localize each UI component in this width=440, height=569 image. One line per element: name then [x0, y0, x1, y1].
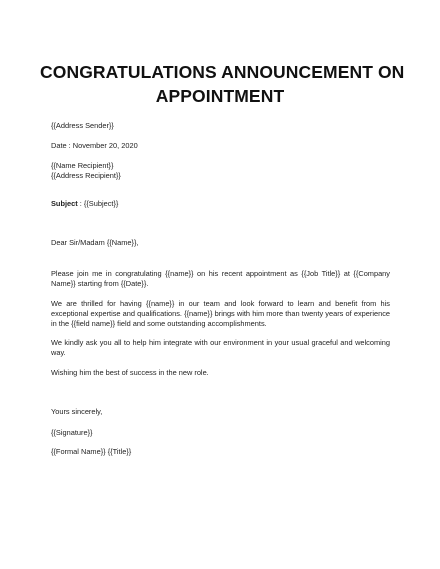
title-line-2: APPOINTMENT — [155, 86, 285, 106]
subject-line — [51, 199, 390, 209]
document-title — [40, 60, 405, 108]
paragraph-3: We kindly ask you all to help him integrate with our environment in your usual graceful and welcoming way. — [51, 338, 390, 357]
date-line: Date : November 20, 2020 — [51, 141, 138, 150]
title-line-1: CONGRATULATIONS ANNOUNCEMENT ON — [40, 62, 405, 82]
signature — [51, 428, 390, 438]
sender-address — [51, 121, 390, 131]
salutation-text: Dear Sir/Madam {{Name}}, — [51, 238, 139, 247]
formal-name-text: {{Formal Name}} {{Title}} — [51, 447, 132, 456]
recipient-block — [51, 161, 390, 181]
formal-name — [51, 447, 390, 457]
closing — [51, 407, 390, 417]
letter-date — [51, 141, 390, 151]
signature-text: {{Signature}} — [51, 428, 93, 437]
paragraph-4: Wishing him the best of success in the new role. — [51, 368, 209, 377]
name-recipient: {{Name Recipient}} — [51, 161, 114, 170]
address-sender: {{Address Sender}} — [51, 121, 114, 130]
subject-label: Subject — [51, 199, 78, 208]
closing-text: Yours sincerely, — [51, 407, 103, 416]
paragraph-2: We are thrilled for having {{name}} in our team and look forward to learn and benefit from his exceptional expertise and qualifications. {{name}} brings with him more than twenty years of experience in the {{field name}} field and some outstanding accomplishments. — [51, 299, 390, 328]
paragraph-1: Please join me in congratulating {{name}} on his recent appointment as {{Job Title}} at {{Company Name}} starting from {{Date}}. — [51, 269, 390, 288]
salutation — [51, 238, 390, 248]
address-recipient: {{Address Recipient}} — [51, 171, 121, 180]
subject-value: : {{Subject}} — [77, 199, 119, 208]
